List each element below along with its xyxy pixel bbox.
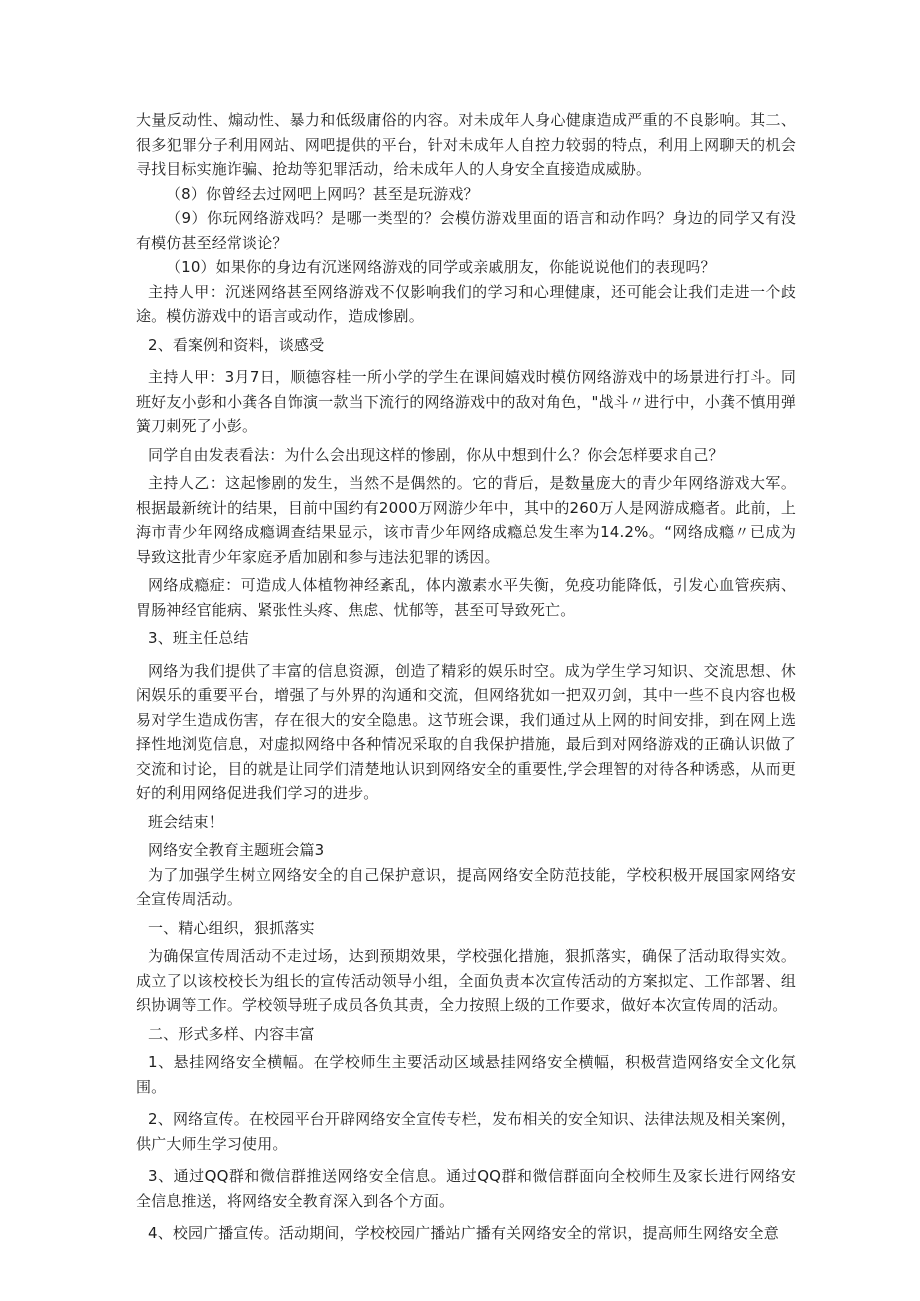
organize-details: 为确保宣传周活动不走过场，达到预期效果，学校强化措施，狠抓落实，确保了活动取得实效。成立了以该校校长为组长的宣传活动领导小组，全面负责本次宣传活动的方案拟定、工作部署、组织协调等工作。学校领导班子成员各负其责，全力按照上级的工作要求，做好本次宣传周的活动。: [136, 947, 796, 1014]
section-heading-3: 3、班主任总结: [148, 629, 249, 647]
meeting-end: 班会结束！: [148, 812, 224, 831]
item-banners: 1、悬挂网络安全横幅。在学校师生主要活动区域悬挂网络安全横幅，积极营造网络安全文化氛围。: [136, 1053, 796, 1096]
item-online-publicity: 2、网络宣传。在校园平台开辟网络安全宣传专栏，发布相关的安全知识、法律法规及相关案例，供广大师生学习使用。: [136, 1110, 796, 1153]
question-10: （10）如果你的身边有沉迷网络游戏的同学或亲戚朋友，你能说说他们的表现吗？: [166, 258, 716, 276]
article-3-title: 网络安全教育主题班会篇3: [148, 841, 325, 859]
host-a-case-story: 主持人甲：3月7日，顺德容桂一所小学的学生在课间嬉戏时模仿网络游戏中的场景进行打斗。同班好友小彭和小龚各自饰演一款当下流行的网络游戏中的敌对角色，"战斗〃进行中，小龚不慎用弹簧刀刺死了小彭。: [136, 368, 796, 435]
item-qq-wechat: 3、通过QQ群和微信群推送网络安全信息。通过QQ群和微信群面向全校师生及家长进行网络安全信息推送，将网络安全教育深入到各个方面。: [136, 1167, 796, 1210]
teacher-summary: 网络为我们提供了丰富的信息资源，创造了精彩的娱乐时空。成为学生学习知识、交流思想、休闲娱乐的重要平台，增强了与外界的沟通和交流，但网络犹如一把双刃剑，其中一些不良内容也极易对学生造成伤害，存在很大的安全隐患。这节班会课，我们通过从上网的时间安排，到在网上选择性地浏览信息，对虚拟网络中各种情况采取的自我保护措施，最后到对网络游戏的正确认识做了交流和讨论，目的就是让同学们清楚地认识到网络安全的重要性,学会理智的对待各种诱惑，从而更好的利用网络促进我们学习的进步。: [136, 661, 796, 802]
student-discussion: 同学自由发表看法：为什么会出现这样的惨剧，你从中想到什么？你会怎样要求自己？: [148, 445, 724, 464]
question-9: （9）你玩网络游戏吗？是哪一类型的？会模仿游戏里面的语言和动作吗？身边的同学又有没有模仿甚至经常谈论？: [136, 209, 796, 252]
addiction-symptoms: 网络成瘾症：可造成人体植物神经紊乱，体内激素水平失衡，免疫功能降低，引发心血管疾病、胃肠神经官能病、紧张性头疼、焦虑、忧郁等，甚至可导致死亡。: [136, 576, 796, 619]
article-3-intro: 为了加强学生树立网络安全的自己保护意识，提高网络安全防范技能，学校积极开展国家网络安全宣传周活动。: [136, 865, 796, 908]
section-heading-2: 2、看案例和资料，谈感受: [148, 335, 325, 354]
heading-organize: 一、精心组织，狠抓落实: [148, 918, 315, 937]
host-b-statistics: 主持人乙：这起惨剧的发生，当然不是偶然的。它的背后，是数量庞大的青少年网络游戏大军。根据最新统计的结果，目前中国约有2000万网游少年中，其中的260万人是网游成瘾者。此前，上海市青少年网络成瘾调查结果显示，该市青少年网络成瘾总发生率为14.2%。“网络成瘾〃已成为导致这批青少年家庭矛盾加剧和参与违法犯罪的诱因。: [136, 474, 796, 566]
paragraph-minors-harm: 大量反动性、煽动性、暴力和低级庸俗的内容。对未成年人身心健康造成严重的不良影响。其二、很多犯罪分子利用网站、网吧提供的平台，针对未成年人自控力较弱的特点，利用上网聊天的机会寻找目标实施诈骗、抢劫等犯罪活动，给未成年人的人身安全直接造成威胁。: [136, 111, 796, 178]
document-page: [136, 108, 796, 1246]
heading-diverse-forms: 二、形式多样、内容丰富: [148, 1024, 315, 1043]
question-8: （8）你曾经去过网吧上网吗？甚至是玩游戏？: [166, 184, 479, 203]
host-a-statement-1: 主持人甲：沉迷网络甚至网络游戏不仅影响我们的学习和心理健康，还可能会让我们走进一个歧途。模仿游戏中的语言或动作，造成惨剧。: [136, 282, 796, 325]
item-campus-broadcast: 4、校园广播宣传。活动期间，学校校园广播站广播有关网络安全的常识，提高师生网络安全意: [148, 1224, 779, 1242]
